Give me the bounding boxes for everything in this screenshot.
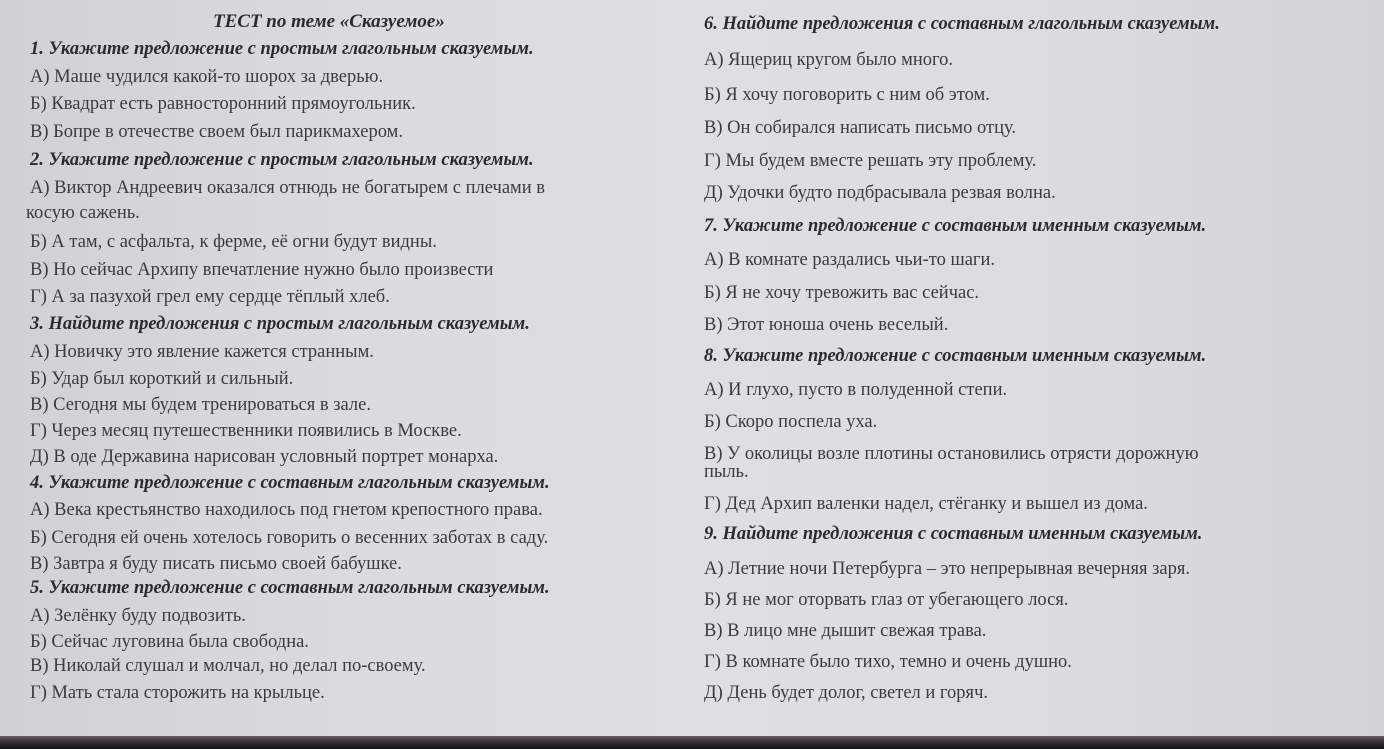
right-column [704, 0, 1364, 738]
question-2-option-b: Б) А там, с асфальта, к ферме, её огни будут видны. [30, 232, 437, 252]
question-5-option-c: В) Николай слушал и молчал, но делал по-своему. [30, 656, 426, 676]
question-4-option-b: Б) Сегодня ей очень хотелось говорить о весенних заботах в саду. [30, 528, 549, 548]
question-1-prompt: 1. Укажите предложение с простым глагольным сказуемым. [30, 39, 534, 59]
question-8-option-d: Г) Дед Архип валенки надел, стёганку и вышел из дома. [704, 494, 1148, 514]
question-9-option-d: Г) В комнате было тихо, темно и очень душно. [704, 652, 1072, 672]
question-3-option-d: Г) Через месяц путешественники появились в Москве. [30, 421, 462, 441]
question-8-prompt: 8. Укажите предложение с составным именным сказуемым. [704, 346, 1207, 366]
question-1-option-a: А) Маше чудился какой-то шорох за дверью. [30, 67, 384, 87]
question-7-option-b: Б) Я не хочу тревожить вас сейчас. [704, 283, 980, 303]
question-5-option-d: Г) Мать стала сторожить на крыльце. [30, 683, 325, 703]
question-3-option-c: В) Сегодня мы будем тренироваться в зале. [30, 395, 371, 415]
left-column [26, 0, 690, 738]
question-7-option-a: А) В комнате раздались чьи-то шаги. [704, 250, 996, 270]
question-6-prompt: 6. Найдите предложения с составным глагольным сказуемым. [704, 14, 1220, 34]
question-1-option-b: Б) Квадрат есть равносторонний прямоугольник. [30, 94, 416, 114]
question-9-option-e: Д) День будет долог, светел и горяч. [704, 683, 988, 703]
question-9-option-c: В) В лицо мне дышит свежая трава. [704, 621, 987, 641]
question-6-option-b: Б) Я хочу поговорить с ним об этом. [704, 85, 990, 105]
question-5-option-a: А) Зелёнку буду подвозить. [30, 606, 246, 626]
question-4-prompt: 4. Укажите предложение с составным глагольным сказуемым. [30, 473, 550, 493]
question-3-option-a: А) Новичку это явление кажется странным. [30, 342, 374, 362]
question-2-option-a: А) Виктор Андреевич оказался отнюдь не богатырем с плечами в [30, 178, 546, 198]
question-9-option-b: Б) Я не мог оторвать глаз от убегающего лося. [704, 590, 1069, 610]
desk-edge [0, 736, 1384, 749]
question-4-option-c: В) Завтра я буду писать письмо своей бабушке. [30, 554, 402, 574]
question-2-prompt: 2. Укажите предложение с простым глагольным сказуемым. [30, 150, 534, 170]
question-8-option-c: В) У околицы возле плотины остановились отрясти дорожную [704, 444, 1199, 464]
question-6-option-a: А) Ящериц кругом было много. [704, 50, 954, 70]
question-5-prompt: 5. Укажите предложение с составным глагольным сказуемым. [30, 578, 550, 598]
question-9-option-a: А) Летние ночи Петербурга – это непрерывная вечерняя заря. [704, 559, 1191, 579]
question-1-option-c: В) Бопре в отечестве своем был парикмахером. [30, 122, 403, 142]
question-2-option-c: В) Но сейчас Архипу впечатление нужно было произвести [30, 260, 494, 280]
question-6-option-d: Г) Мы будем вместе решать эту проблему. [704, 151, 1037, 171]
question-8-option-c-continued: пыль. [704, 462, 749, 482]
question-6-option-c: В) Он собирался написать письмо отцу. [704, 118, 1017, 138]
question-9-prompt: 9. Найдите предложения с составным именным сказуемым. [704, 524, 1203, 544]
question-2-option-a-continued: косую сажень. [26, 203, 140, 223]
question-3-option-b: Б) Удар был короткий и сильный. [30, 369, 294, 389]
question-7-option-c: В) Этот юноша очень веселый. [704, 315, 949, 335]
question-3-option-e: Д) В оде Державина нарисован условный портрет монарха. [30, 447, 499, 467]
question-8-option-a: А) И глухо, пусто в полуденной степи. [704, 380, 1008, 400]
test-title: ТЕСТ по теме «Сказуемое» [213, 11, 445, 32]
question-3-prompt: 3. Найдите предложения с простым глагольным сказуемым. [30, 314, 530, 334]
question-8-option-b: Б) Скоро поспела уха. [704, 412, 878, 432]
question-6-option-e: Д) Удочки будто подбрасывала резвая волна. [704, 183, 1056, 203]
question-2-option-d: Г) А за пазухой грел ему сердце тёплый хлеб. [30, 287, 390, 307]
question-4-option-a: А) Века крестьянство находилось под гнетом крепостного права. [30, 500, 543, 520]
question-5-option-b: Б) Сейчас луговина была свободна. [30, 632, 309, 652]
question-7-prompt: 7. Укажите предложение с составным именным сказуемым. [704, 216, 1207, 236]
